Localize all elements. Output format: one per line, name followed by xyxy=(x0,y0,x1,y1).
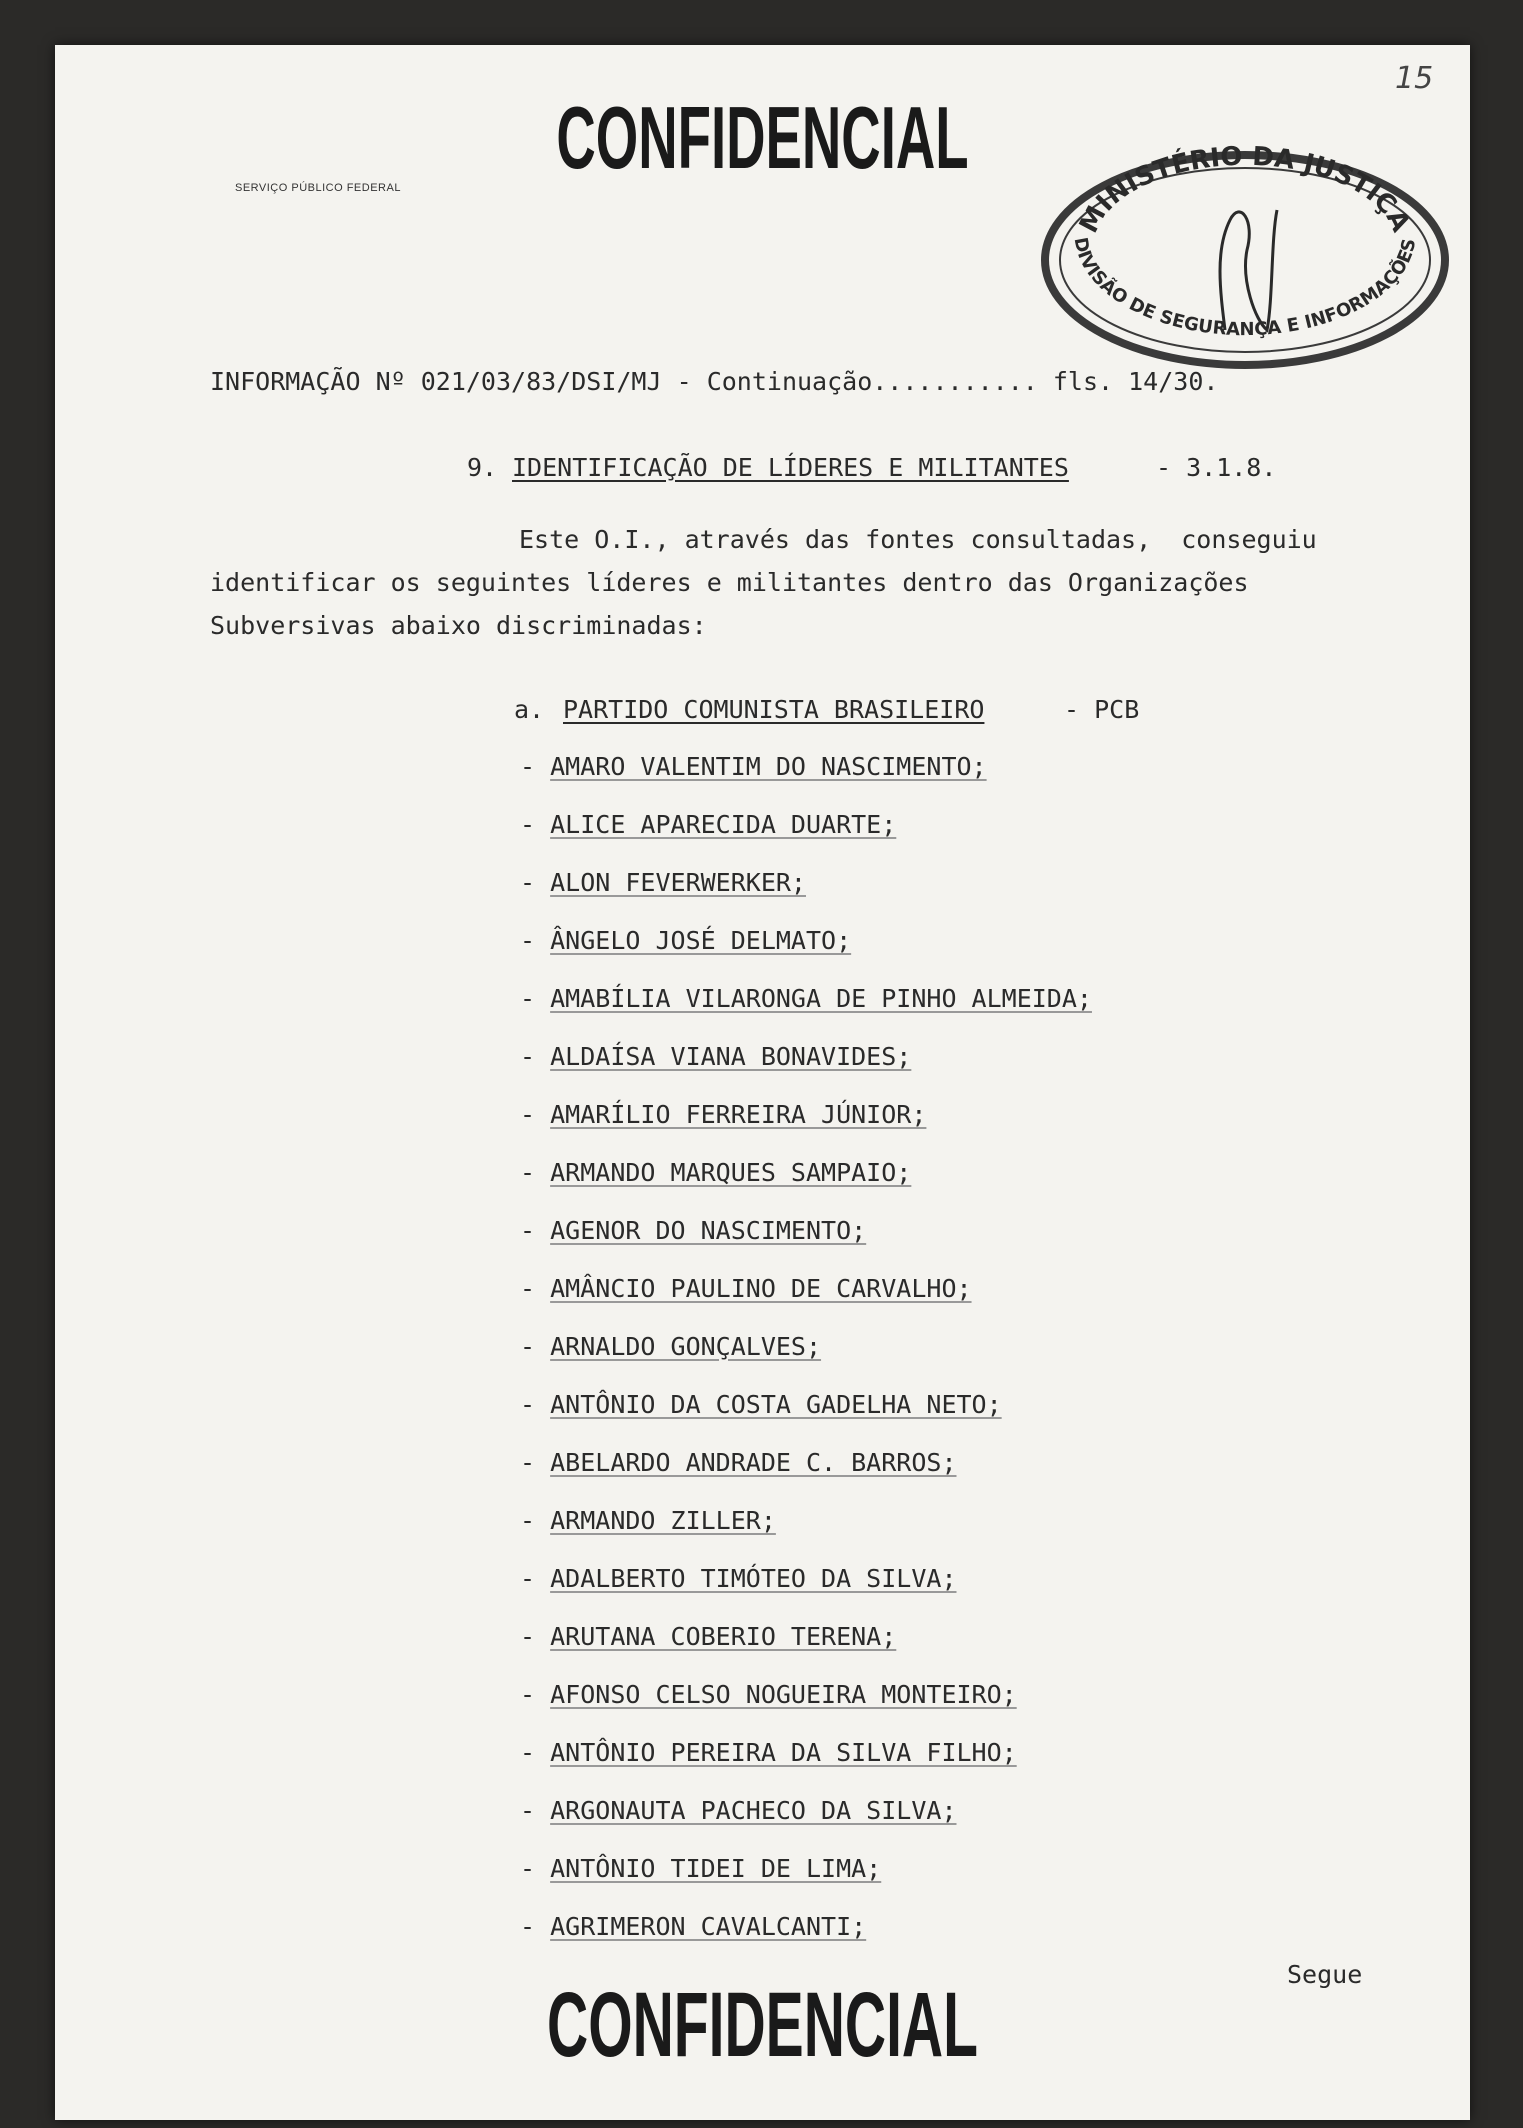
list-dash: - xyxy=(520,1448,551,1477)
member-name: AGRIMERON CAVALCANTI; xyxy=(550,1912,867,1941)
member-name: ARGONAUTA PACHECO DA SILVA; xyxy=(550,1796,957,1825)
handwritten-page-number: 15 xyxy=(1395,61,1434,96)
list-item xyxy=(520,1448,1092,1506)
list-item xyxy=(520,1216,1092,1274)
list-item xyxy=(520,1796,1092,1854)
member-name: AGENOR DO NASCIMENTO; xyxy=(550,1216,867,1245)
section-title: IDENTIFICAÇÃO DE LÍDERES E MILITANTES xyxy=(512,453,1069,482)
list-dash: - xyxy=(520,752,551,781)
section-ref: - 3.1.8. xyxy=(1156,453,1277,482)
list-item xyxy=(520,1332,1092,1390)
list-dash: - xyxy=(520,1796,551,1825)
list-item xyxy=(520,810,1092,868)
list-dash: - xyxy=(520,926,551,955)
list-item xyxy=(520,1390,1092,1448)
member-name: ARUTANA COBERIO TERENA; xyxy=(550,1622,897,1651)
member-name: ARMANDO ZILLER; xyxy=(550,1506,776,1535)
list-item xyxy=(520,926,1092,984)
seal-top-text: MINISTÉRIO DA JUSTIÇA xyxy=(1073,141,1416,238)
subsection-suffix: - PCB xyxy=(1064,695,1140,724)
list-dash: - xyxy=(520,1390,551,1419)
svg-text:DIVISÃO DE SEGURANÇA E INFORMA xyxy=(1070,236,1421,340)
list-dash: - xyxy=(520,1274,551,1303)
continue-label: Segue xyxy=(1287,1960,1363,1989)
member-name: ADALBERTO TIMÓTEO DA SILVA; xyxy=(550,1564,957,1593)
list-item xyxy=(520,1042,1092,1100)
member-name: AMARÍLIO FERREIRA JÚNIOR; xyxy=(550,1100,927,1129)
reference-line: INFORMAÇÃO Nº 021/03/83/DSI/MJ - Continuação........... fls. 14/30. xyxy=(210,367,1219,396)
list-item xyxy=(520,1274,1092,1332)
svg-text:MINISTÉRIO DA JUSTIÇA xyxy=(1074,142,1415,238)
list-dash: - xyxy=(520,1158,551,1187)
list-dash: - xyxy=(520,1216,551,1245)
names-list xyxy=(520,752,1092,1970)
member-name: AMABÍLIA VILARONGA DE PINHO ALMEIDA; xyxy=(550,984,1092,1013)
paragraph-line-2: identificar os seguintes líderes e militantes dentro das Organizações xyxy=(210,568,1249,597)
member-name: ARNALDO GONÇALVES; xyxy=(550,1332,822,1361)
list-item xyxy=(520,984,1092,1042)
member-name: ARMANDO MARQUES SAMPAIO; xyxy=(550,1158,912,1187)
list-item xyxy=(520,1506,1092,1564)
member-name: ANTÔNIO DA COSTA GADELHA NETO; xyxy=(550,1390,1002,1419)
document-page xyxy=(55,45,1470,2120)
list-dash: - xyxy=(520,1100,551,1129)
list-item xyxy=(520,1100,1092,1158)
member-name: ANTÔNIO PEREIRA DA SILVA FILHO; xyxy=(550,1738,1017,1767)
subsection-letter: a. xyxy=(514,695,545,724)
list-dash: - xyxy=(520,1680,551,1709)
member-name: ANTÔNIO TIDEI DE LIMA; xyxy=(550,1854,882,1883)
list-dash: - xyxy=(520,984,551,1013)
confidential-stamp-top: CONFIDENCIAL xyxy=(556,88,969,187)
subsection-title: PARTIDO COMUNISTA BRASILEIRO xyxy=(563,695,985,724)
list-dash: - xyxy=(520,1738,551,1767)
list-dash: - xyxy=(520,1042,551,1071)
list-item xyxy=(520,1912,1092,1970)
list-item xyxy=(520,1854,1092,1912)
list-dash: - xyxy=(520,1506,551,1535)
list-item xyxy=(520,1622,1092,1680)
list-item xyxy=(520,1158,1092,1216)
member-name: AFONSO CELSO NOGUEIRA MONTEIRO; xyxy=(550,1680,1017,1709)
ministry-seal-stamp xyxy=(1015,130,1470,370)
list-dash: - xyxy=(520,1564,551,1593)
member-name: ALICE APARECIDA DUARTE; xyxy=(550,810,897,839)
member-name: AMÂNCIO PAULINO DE CARVALHO; xyxy=(550,1274,972,1303)
list-dash: - xyxy=(520,810,551,839)
section-number: 9. xyxy=(467,453,498,482)
paragraph-line-3: Subversivas abaixo discriminadas: xyxy=(210,611,707,640)
member-name: ÂNGELO JOSÉ DELMATO; xyxy=(550,926,852,955)
list-dash: - xyxy=(520,868,551,897)
list-item xyxy=(520,752,1092,810)
list-dash: - xyxy=(520,1332,551,1361)
signature-mark xyxy=(1220,210,1277,330)
list-item xyxy=(520,1680,1092,1738)
list-dash: - xyxy=(520,1622,551,1651)
member-name: ALDAÍSA VIANA BONAVIDES; xyxy=(550,1042,912,1071)
member-name: ALON FEVERWERKER; xyxy=(550,868,806,897)
member-name: ABELARDO ANDRADE C. BARROS; xyxy=(550,1448,957,1477)
confidential-stamp-bottom: CONFIDENCIAL xyxy=(547,1974,978,2076)
list-dash: - xyxy=(520,1854,551,1883)
seal-bottom-text: DIVISÃO DE SEGURANÇA E INFORMAÇÕES xyxy=(1069,235,1421,341)
paragraph-line-1: Este O.I., através das fontes consultadas, conseguiu xyxy=(519,525,1317,554)
list-item xyxy=(520,1564,1092,1622)
service-label: SERVIÇO PÚBLICO FEDERAL xyxy=(235,182,401,194)
list-dash: - xyxy=(520,1912,551,1941)
list-item xyxy=(520,868,1092,926)
list-item xyxy=(520,1738,1092,1796)
member-name: AMARO VALENTIM DO NASCIMENTO; xyxy=(550,752,987,781)
